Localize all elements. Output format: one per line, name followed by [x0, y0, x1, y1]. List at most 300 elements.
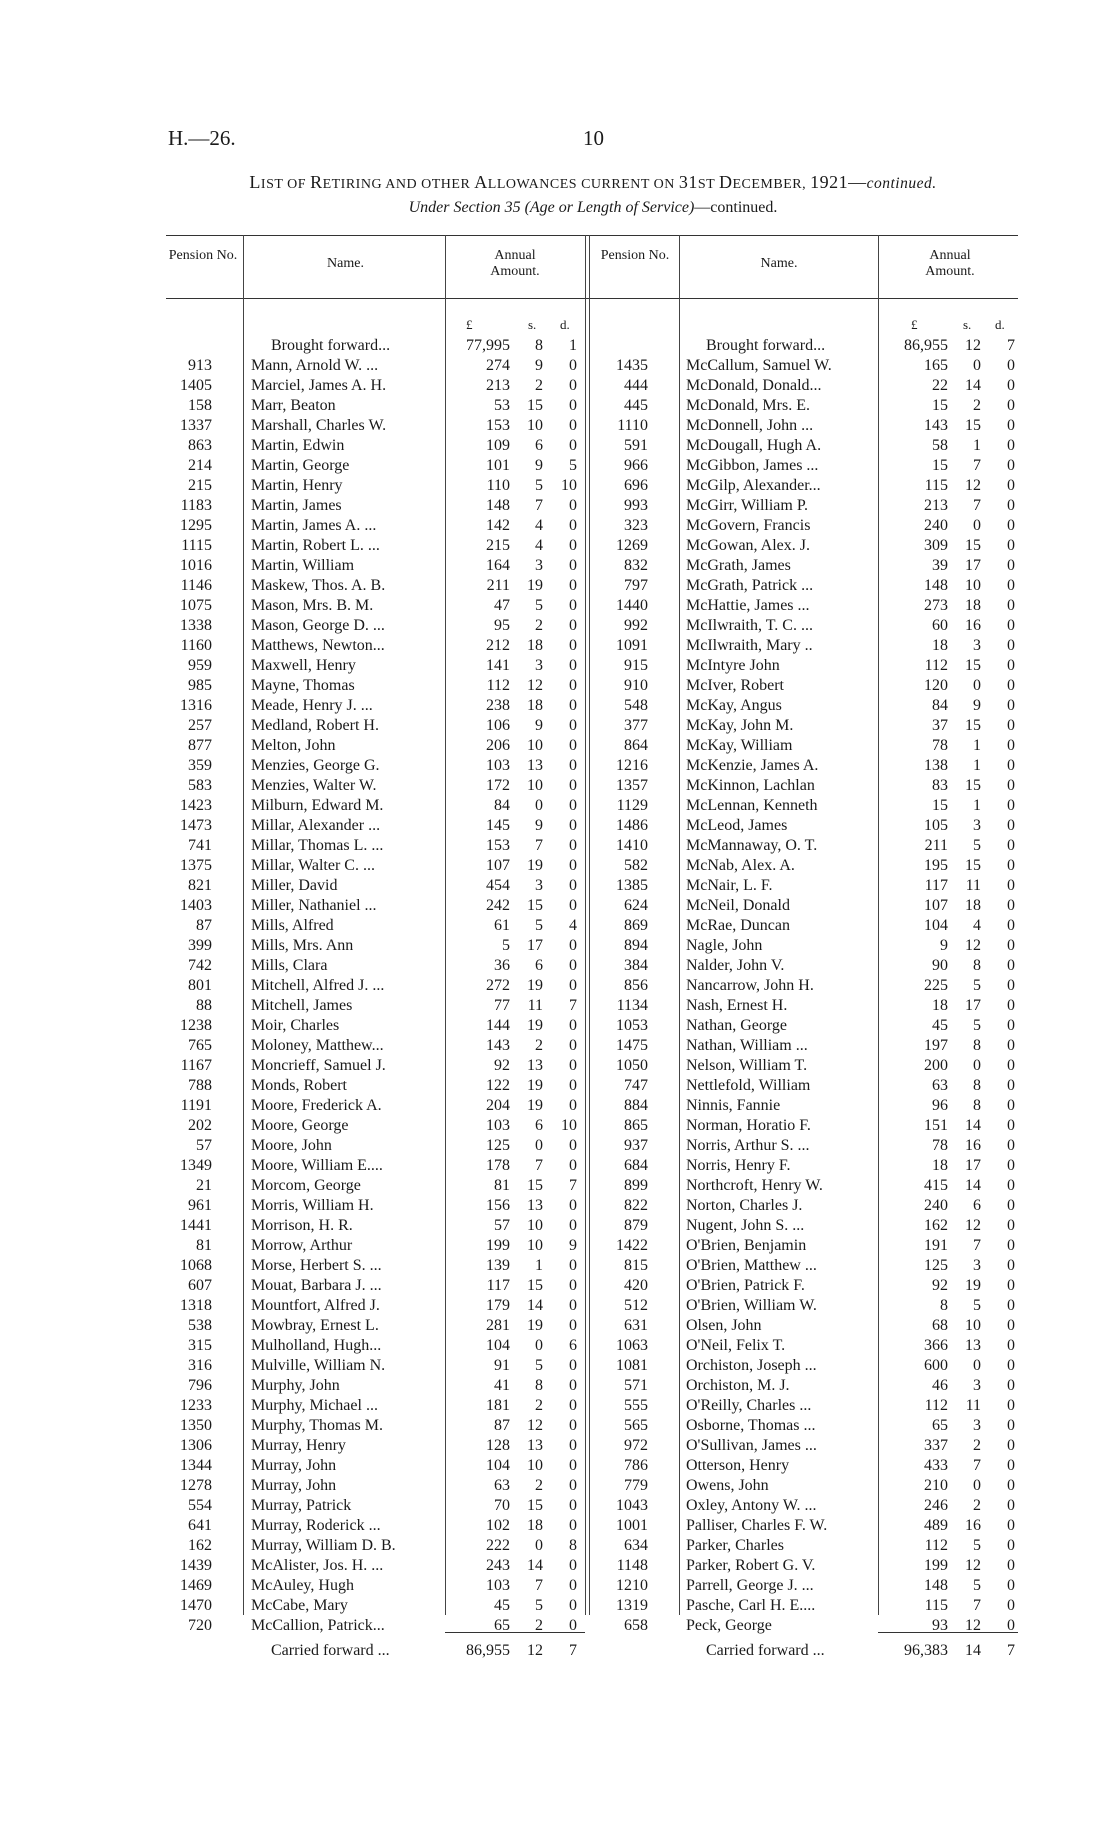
pension-no: 21: [196, 1177, 212, 1194]
amount-pounds: 242: [486, 897, 510, 914]
pensioner-name: [686, 436, 876, 456]
amount-shillings: 7: [973, 1237, 981, 1254]
amount-shillings: 10: [965, 577, 981, 594]
amount-pence: 0: [569, 497, 577, 514]
amount-pence: 7: [569, 997, 577, 1014]
pension-no: 915: [624, 657, 648, 674]
pensioner-name-text: Nathan, William ...: [686, 1037, 808, 1054]
table-row: [0, 416, 1114, 436]
table-row: [0, 776, 1114, 796]
pension-no: 571: [624, 1377, 648, 1394]
pensioner-name: [686, 1356, 876, 1376]
amount-pounds: 273: [924, 597, 948, 614]
amount-shillings: 2: [973, 1437, 981, 1454]
pensioner-name-text: Menzies, Walter W.: [251, 777, 377, 794]
pension-no: 554: [188, 1497, 212, 1514]
table-row: [0, 716, 1114, 736]
pension-no: 937: [624, 1137, 648, 1154]
pensioner-name-text: Mowbray, Ernest L.: [251, 1317, 379, 1334]
amount-pounds: 104: [486, 1457, 510, 1474]
table-row: [0, 456, 1114, 476]
page-subtitle: Under Section 35 (Age or Length of Service)—continued.: [408, 199, 778, 216]
amount-pence: 0: [1007, 957, 1015, 974]
amount-pence: 7: [1007, 1642, 1015, 1659]
amount-pounds: 222: [486, 1537, 510, 1554]
table-row: [0, 1116, 1114, 1136]
amount-pounds: 120: [924, 677, 948, 694]
amount-pounds: 46: [932, 1377, 948, 1394]
amount-pounds: 106: [486, 717, 510, 734]
amount-pounds: 112: [486, 677, 510, 694]
amount-pounds: 191: [924, 1237, 948, 1254]
table-row: [0, 896, 1114, 916]
pensioner-name: [686, 1436, 876, 1456]
pensioner-name-text: McCallum, Samuel W.: [686, 357, 832, 374]
amount-pence: 0: [569, 977, 577, 994]
pensioner-name-text: Moir, Charles: [251, 1017, 340, 1034]
pensioner-name-text: McNair, L. F.: [686, 877, 773, 894]
pensioner-name-text: Oxley, Antony W. ...: [686, 1497, 817, 1514]
pension-no: 884: [624, 1097, 648, 1114]
amount-shillings: 5: [973, 837, 981, 854]
table-row: [0, 756, 1114, 776]
pensioner-name-text: Martin, Robert L. ...: [251, 537, 380, 554]
amount-pounds: 122: [486, 1077, 510, 1094]
pension-no: 913: [188, 357, 212, 374]
amount-pence: 0: [569, 1517, 577, 1534]
amount-pence: 0: [569, 1197, 577, 1214]
pension-no: 158: [188, 397, 212, 414]
amount-pounds: 70: [494, 1497, 510, 1514]
amount-shillings: 18: [965, 597, 981, 614]
pensioner-name-text: Norris, Henry F.: [686, 1157, 791, 1174]
pensioner-name-text: Owens, John: [686, 1477, 769, 1494]
pensioner-name-text: Nalder, John V.: [686, 957, 785, 974]
amount-shillings: 5: [973, 1537, 981, 1554]
amount-shillings: 7: [535, 1577, 543, 1594]
amount-shillings: 18: [527, 637, 543, 654]
pensioner-name: [686, 1096, 876, 1116]
amount-shillings: 13: [527, 1437, 543, 1454]
pensioner-name: [686, 1056, 876, 1076]
pension-no: 1469: [180, 1577, 212, 1594]
amount-shillings: 6: [535, 957, 543, 974]
pensioner-name: [686, 816, 876, 836]
amount-pounds: 178: [486, 1157, 510, 1174]
pension-no: 582: [624, 857, 648, 874]
pensioner-name-text: Peck, George: [686, 1617, 772, 1634]
amount-pence: 0: [569, 877, 577, 894]
pensioner-name-text: Mason, George D. ...: [251, 617, 385, 634]
amount-shillings: 6: [535, 1117, 543, 1134]
amount-pence: 0: [1007, 1357, 1015, 1374]
table-row: [0, 816, 1114, 836]
pensioner-name-text: Olsen, John: [686, 1317, 762, 1334]
pensioner-name-text: Martin, Edwin: [251, 437, 345, 454]
amount-pence: 0: [1007, 577, 1015, 594]
amount-pounds: 117: [924, 877, 948, 894]
pensioner-name: [686, 1496, 876, 1516]
amount-pounds: 164: [486, 557, 510, 574]
amount-shillings: 5: [973, 1577, 981, 1594]
table-row: [0, 676, 1114, 696]
table-row: [0, 1236, 1114, 1256]
amount-pounds: 210: [924, 1477, 948, 1494]
amount-pounds: 145: [486, 817, 510, 834]
pensioner-name: [686, 936, 876, 956]
pension-no: 631: [624, 1317, 648, 1334]
pension-no: 1349: [180, 1157, 212, 1174]
table-row: [0, 576, 1114, 596]
pensioner-name: [686, 556, 876, 576]
amount-shillings: 4: [535, 537, 543, 554]
amount-shillings: 9: [973, 697, 981, 714]
pension-no: 1216: [616, 757, 648, 774]
amount-pence: 0: [569, 1097, 577, 1114]
amount-pence: 0: [1007, 1317, 1015, 1334]
amount-pence: 0: [1007, 1497, 1015, 1514]
pension-no: 1016: [180, 557, 212, 574]
table-row: [0, 1456, 1114, 1476]
pension-no: 765: [188, 1037, 212, 1054]
pensioner-name-text: McAuley, Hugh: [251, 1577, 354, 1594]
pension-no: 788: [188, 1077, 212, 1094]
amount-shillings: 12: [965, 1217, 981, 1234]
pension-no: 323: [624, 517, 648, 534]
pensioner-name: [686, 836, 876, 856]
pensioner-name-text: Norton, Charles J.: [686, 1197, 803, 1214]
pension-no: 377: [624, 717, 648, 734]
pension-no: 1357: [616, 777, 648, 794]
pension-no: 801: [188, 977, 212, 994]
pension-no: 747: [624, 1077, 648, 1094]
table-row: [0, 1316, 1114, 1336]
amount-shillings: 12: [965, 1617, 981, 1634]
pensioner-name-text: Otterson, Henry: [686, 1457, 790, 1474]
pensioner-name-text: Norman, Horatio F.: [686, 1117, 811, 1134]
amount-shillings: 3: [535, 557, 543, 574]
amount-pounds: 63: [932, 1077, 948, 1094]
table-row: [0, 1416, 1114, 1436]
amount-pounds: 5: [502, 937, 510, 954]
amount-pounds: 240: [924, 1197, 948, 1214]
pensioner-name-text: Murray, John: [251, 1477, 337, 1494]
amount-pounds: 60: [932, 617, 948, 634]
amount-pounds: 36: [494, 957, 510, 974]
pension-no: 1091: [616, 637, 648, 654]
amount-shillings: 0: [973, 677, 981, 694]
pension-no: 992: [624, 617, 648, 634]
amount-shillings: 13: [527, 1197, 543, 1214]
amount-shillings: 10: [527, 1457, 543, 1474]
amount-pence: 0: [1007, 477, 1015, 494]
amount-shillings: 7: [535, 497, 543, 514]
pensioner-name-text: Murray, Henry: [251, 1437, 346, 1454]
pensioner-name: [686, 1156, 876, 1176]
amount-pounds: 101: [486, 457, 510, 474]
amount-pounds: 240: [924, 517, 948, 534]
pension-no: 1233: [180, 1397, 212, 1414]
amount-shillings: 19: [527, 857, 543, 874]
amount-pence: 0: [569, 737, 577, 754]
pension-no: 1441: [180, 1217, 212, 1234]
amount-pounds: 63: [494, 1477, 510, 1494]
pension-no: 879: [624, 1217, 648, 1234]
amount-pounds: 9: [940, 937, 948, 954]
amount-pence: 0: [1007, 497, 1015, 514]
pensioner-name-text: Mouat, Barbara J. ...: [251, 1277, 382, 1294]
pensioner-name-text: Miller, Nathaniel ...: [251, 897, 377, 914]
pensioner-name: [686, 1376, 876, 1396]
pensioner-name: [686, 616, 876, 636]
pension-no: 1183: [180, 497, 212, 514]
amount-shillings: 10: [527, 777, 543, 794]
amount-shillings: 0: [973, 357, 981, 374]
pensioner-name: [686, 356, 876, 376]
amount-shillings: 17: [527, 937, 543, 954]
amount-pounds: 103: [486, 757, 510, 774]
pension-no: 993: [624, 497, 648, 514]
pensioner-name-text: McGirr, William P.: [686, 497, 808, 514]
amount-pence: 7: [1007, 337, 1015, 354]
amount-shillings: 5: [535, 597, 543, 614]
amount-pence: 0: [1007, 997, 1015, 1014]
pensioner-name: [686, 736, 876, 756]
header-annual-amount: Annual Amount.: [490, 248, 540, 279]
amount-pence: 0: [569, 617, 577, 634]
pensioner-name-text: Osborne, Thomas ...: [686, 1417, 816, 1434]
amount-shillings: 17: [965, 557, 981, 574]
amount-pounds: 200: [924, 1057, 948, 1074]
header-pension-no: Pension No.: [600, 248, 670, 263]
pensioner-name-text: Maxwell, Henry: [251, 657, 356, 674]
amount-pence: 0: [1007, 717, 1015, 734]
amount-shillings: 5: [973, 1017, 981, 1034]
amount-pence: 0: [569, 517, 577, 534]
amount-pence: 0: [569, 1217, 577, 1234]
pension-no: 1385: [616, 877, 648, 894]
pension-no: 1110: [617, 417, 648, 434]
amount-shillings: 2: [973, 1497, 981, 1514]
pensioner-name-text: Ninnis, Fannie: [686, 1097, 781, 1114]
amount-pounds: 15: [932, 397, 948, 414]
pension-no: 1475: [616, 1037, 648, 1054]
pension-no: 864: [624, 737, 648, 754]
pensioner-name: [686, 916, 876, 936]
pensioner-name-text: Orchiston, M. J.: [686, 1377, 790, 1394]
pounds-label: £: [466, 317, 473, 332]
amount-shillings: 15: [965, 777, 981, 794]
pensioner-name: [686, 376, 876, 396]
pensioner-name-text: McDougall, Hugh A.: [686, 437, 822, 454]
amount-pounds: 102: [486, 1517, 510, 1534]
brought-forward-label: Brought forward...: [271, 337, 391, 354]
pensioner-name-text: McDonald, Mrs. E.: [686, 397, 810, 414]
amount-pence: 0: [1007, 1197, 1015, 1214]
amount-shillings: 15: [965, 417, 981, 434]
amount-pounds: 139: [486, 1257, 510, 1274]
page-number: 10: [583, 126, 604, 150]
pensioner-name-text: McDonnell, John ...: [686, 417, 814, 434]
amount-pounds: 110: [486, 477, 510, 494]
amount-shillings: 15: [965, 717, 981, 734]
amount-shillings: 2: [535, 1397, 543, 1414]
pence-label: d.: [995, 317, 1005, 332]
table-row: [0, 996, 1114, 1016]
pension-no: 315: [188, 1337, 212, 1354]
amount-pence: 1: [569, 337, 577, 354]
pensioner-name-text: Moore, William E....: [251, 1157, 383, 1174]
brought-forward-row: [0, 336, 1114, 356]
pensioner-name-text: McGovern, Francis: [686, 517, 811, 534]
amount-pence: 0: [1007, 1417, 1015, 1434]
amount-shillings: 10: [527, 737, 543, 754]
amount-pence: 0: [569, 957, 577, 974]
amount-pounds: 78: [932, 737, 948, 754]
pension-no: 1081: [616, 1357, 648, 1374]
amount-shillings: 10: [527, 417, 543, 434]
pensioner-name-text: Nagle, John: [686, 937, 763, 954]
amount-pence: 0: [569, 1357, 577, 1374]
amount-pounds: 199: [924, 1557, 948, 1574]
pension-no: 88: [196, 997, 212, 1014]
pensioner-name: [686, 696, 876, 716]
amount-pence: 0: [1007, 897, 1015, 914]
pensioner-name: [686, 876, 876, 896]
pension-no: 959: [188, 657, 212, 674]
pensioner-name: [686, 776, 876, 796]
amount-shillings: 5: [535, 1357, 543, 1374]
pension-no: 1295: [180, 517, 212, 534]
pensioner-name: [686, 1536, 876, 1556]
amount-pence: 0: [569, 697, 577, 714]
table-row: [0, 956, 1114, 976]
amount-pounds: 96: [932, 1097, 948, 1114]
amount-pence: 0: [1007, 537, 1015, 554]
pensioner-name-text: Milburn, Edward M.: [251, 797, 384, 814]
amount-pounds: 103: [486, 1577, 510, 1594]
pensioner-name: [686, 1136, 876, 1156]
pensioner-name-text: O'Brien, Matthew ...: [686, 1257, 817, 1274]
table-row: [0, 596, 1114, 616]
amount-pence: 0: [1007, 917, 1015, 934]
amount-pence: 0: [569, 1257, 577, 1274]
amount-pounds: 199: [486, 1237, 510, 1254]
pensioner-name-text: McCabe, Mary: [251, 1597, 348, 1614]
amount-shillings: 0: [973, 1477, 981, 1494]
amount-shillings: 2: [535, 617, 543, 634]
pensioner-name-text: Morrison, H. R.: [251, 1217, 353, 1234]
table-row: [0, 1396, 1114, 1416]
amount-pounds: 172: [486, 777, 510, 794]
pensioner-name-text: Mulholland, Hugh...: [251, 1337, 382, 1354]
pension-no: 1440: [616, 597, 648, 614]
pensioner-name-text: Mayne, Thomas: [251, 677, 355, 694]
pension-no: 1148: [616, 1557, 648, 1574]
pensioner-name: [686, 1516, 876, 1536]
pensioner-name: [686, 856, 876, 876]
pension-no: 215: [188, 477, 212, 494]
amount-pounds: 53: [494, 397, 510, 414]
amount-shillings: 13: [527, 1057, 543, 1074]
pension-no: 1306: [180, 1437, 212, 1454]
amount-pence: 0: [1007, 757, 1015, 774]
amount-shillings: 12: [965, 1557, 981, 1574]
amount-shillings: 8: [973, 1037, 981, 1054]
pension-no: 583: [188, 777, 212, 794]
pension-no: 1473: [180, 817, 212, 834]
pensioner-name-text: Miller, David: [251, 877, 338, 894]
pensioner-name-text: McRae, Duncan: [686, 917, 790, 934]
pensioner-name-text: Marr, Beaton: [251, 397, 336, 414]
pensioner-name-text: Murphy, Michael ...: [251, 1397, 378, 1414]
amount-shillings: 0: [973, 1057, 981, 1074]
table-row: [0, 516, 1114, 536]
pension-no: 202: [188, 1117, 212, 1134]
table-row: [0, 616, 1114, 636]
amount-pence: 0: [569, 557, 577, 574]
amount-shillings: 15: [527, 397, 543, 414]
amount-pence: 0: [569, 1417, 577, 1434]
amount-pounds: 211: [924, 837, 948, 854]
pension-no: 832: [624, 557, 648, 574]
pensioner-name-text: Parker, Charles: [686, 1537, 784, 1554]
pension-no: 966: [624, 457, 648, 474]
pensioner-name-text: Monds, Robert: [251, 1077, 347, 1094]
pension-no: 985: [188, 677, 212, 694]
pensioner-name: [686, 956, 876, 976]
pensioner-name-text: McNab, Alex. A.: [686, 857, 795, 874]
amount-shillings: 5: [535, 1597, 543, 1614]
table-row: [0, 1616, 1114, 1636]
amount-shillings: 14: [965, 1177, 981, 1194]
amount-shillings: 7: [973, 1597, 981, 1614]
table-row: [0, 1096, 1114, 1116]
amount-pounds: 109: [486, 437, 510, 454]
pensioner-name-text: Murray, Roderick ...: [251, 1517, 381, 1534]
table-row: [0, 496, 1114, 516]
amount-pence: 0: [1007, 457, 1015, 474]
pensioner-name-text: McDonald, Donald...: [686, 377, 822, 394]
pensioner-name-text: Marshall, Charles W.: [251, 417, 387, 434]
pensioner-name-text: McLeod, James: [686, 817, 788, 834]
pension-no: 1403: [180, 897, 212, 914]
pensioner-name-text: Mason, Mrs. B. M.: [251, 597, 374, 614]
pensioner-name-text: Marciel, James A. H.: [251, 377, 387, 394]
amount-pounds: 22: [932, 377, 948, 394]
amount-pence: 0: [1007, 937, 1015, 954]
pension-no: 696: [624, 477, 648, 494]
amount-pence: 0: [1007, 1597, 1015, 1614]
amount-pounds: 84: [932, 697, 948, 714]
table-row: [0, 1556, 1114, 1576]
amount-pounds: 115: [924, 477, 948, 494]
pension-no: 1167: [180, 1057, 212, 1074]
amount-pence: 0: [1007, 557, 1015, 574]
pensioner-name-text: Mills, Clara: [251, 957, 328, 974]
amount-pence: 0: [1007, 857, 1015, 874]
table-header-rule: [166, 298, 1018, 299]
amount-shillings: 14: [965, 1117, 981, 1134]
pension-no: 742: [188, 957, 212, 974]
amount-pence: 0: [1007, 1277, 1015, 1294]
pensioner-name: [686, 1016, 876, 1036]
pensioner-name: [686, 1316, 876, 1336]
amount-pence: 0: [569, 1437, 577, 1454]
amount-shillings: 6: [973, 1197, 981, 1214]
amount-pence: 0: [1007, 1377, 1015, 1394]
pensioner-name: [686, 1476, 876, 1496]
